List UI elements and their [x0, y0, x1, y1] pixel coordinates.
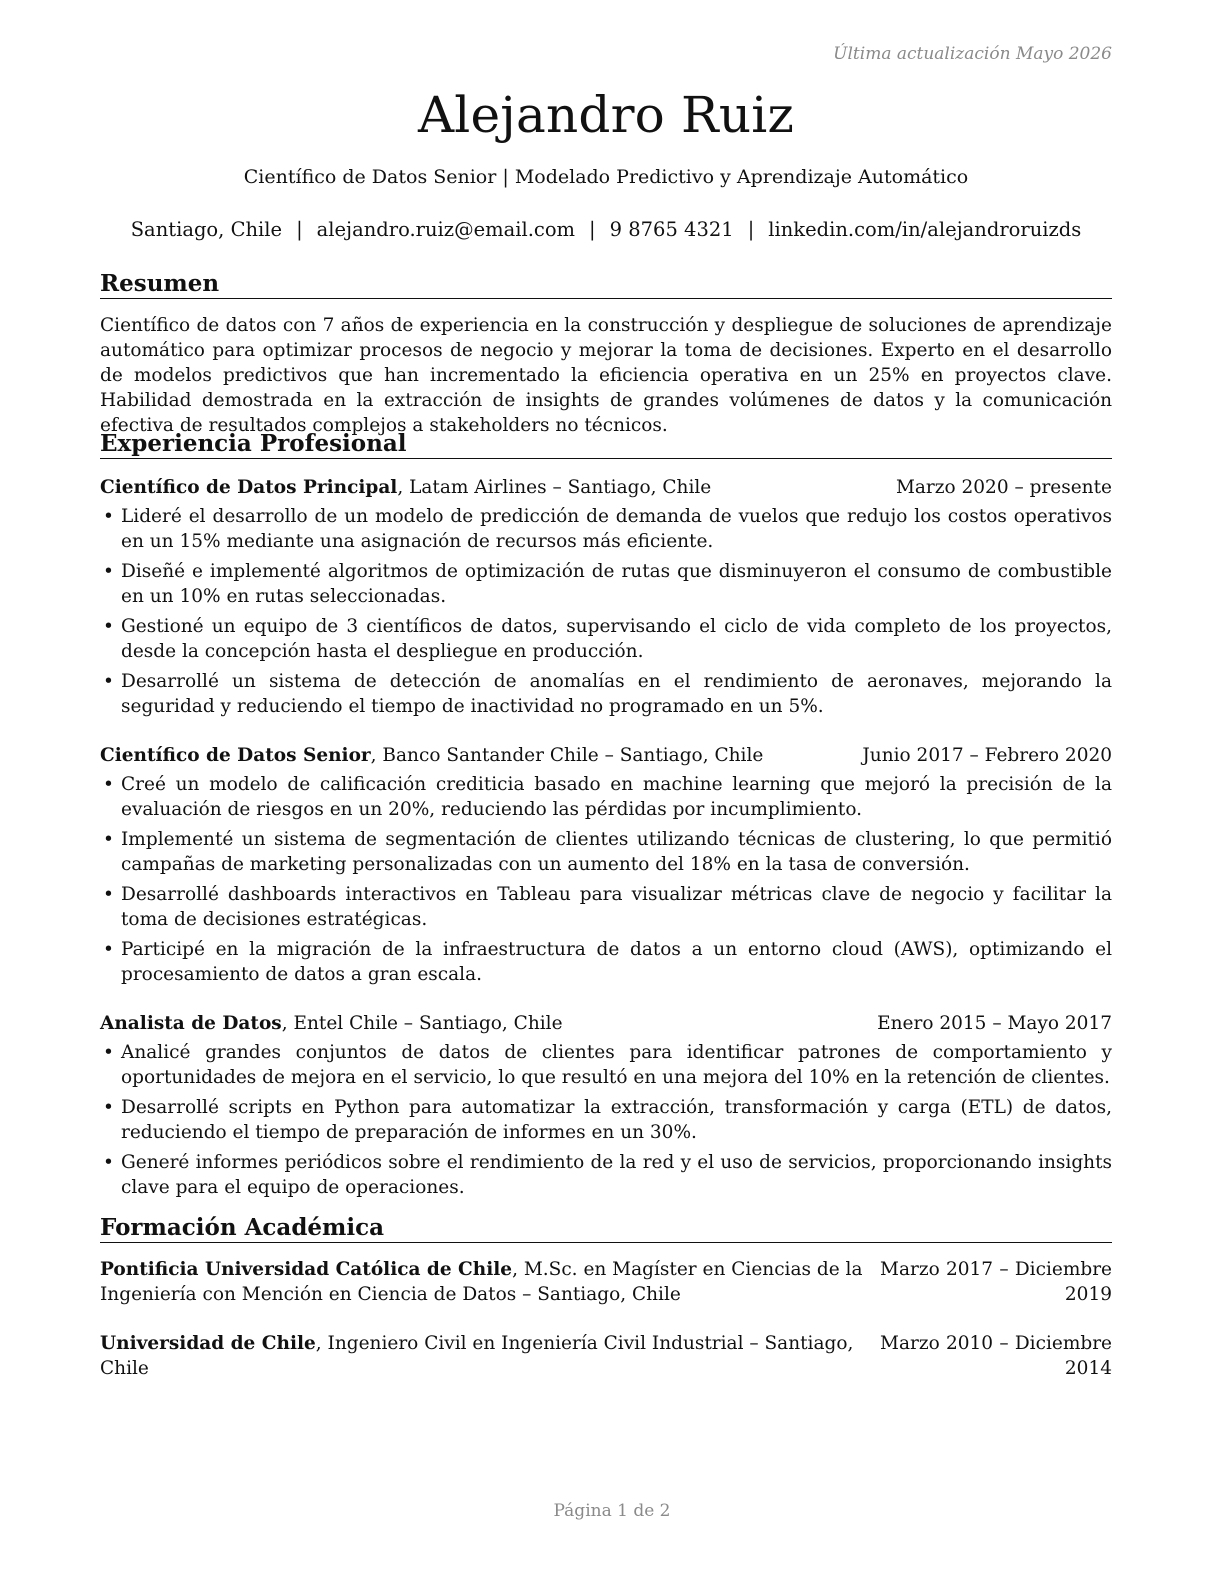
education-degree: , Ingeniero Civil en Ingeniería Civil Industrial – Santiago, Chile: [100, 1333, 854, 1379]
bullet-icon: •: [103, 1152, 114, 1173]
job-role: Científico de Datos Principal: [100, 477, 398, 498]
job-bullet: • Desarrollé scripts en Python para automatizar la extracción, transformación y carga (ETL) de datos, reduciendo el tiempo de preparación de informes en un 30%.: [103, 1097, 1112, 1143]
education-entry: [100, 1257, 1112, 1307]
job-bullet: • Analicé grandes conjuntos de datos de clientes para identificar patrones de comportamiento y oportunidades de mejora en el servicio, lo que resultó en una mejora del 10% en la retención de clientes.: [103, 1042, 1112, 1088]
contact-phone: 9 8765 4321: [609, 218, 734, 241]
contact-separator: |: [296, 218, 303, 241]
job-dates: Junio 2017 – Febrero 2020: [862, 745, 1112, 766]
job-bullet: • Generé informes periódicos sobre el rendimiento de la red y el uso de servicios, proporcionando insights clave para el equipo de operaciones.: [103, 1152, 1112, 1198]
job-dates: Enero 2015 – Mayo 2017: [877, 1013, 1112, 1034]
summary-text: Científico de datos con 7 años de experiencia en la construcción y despliegue de soluciones de aprendizaje automático para optimizar procesos de negocio y mejorar la toma de decisiones. Experto en el desarrollo de modelos predictivos que han incrementado la eficiencia operativa en un 25% en proyectos clave. Habilidad demostrada en la extracción de insights de grandes volúmenes de datos y la comunicación efectiva de resultados complejos a stakeholders no técnicos.: [100, 315, 1112, 436]
job-entry: [100, 743, 1112, 987]
bullet-icon: •: [103, 829, 114, 850]
candidate-headline: Científico de Datos Senior | Modelado Predictivo y Aprendizaje Automático: [243, 166, 969, 188]
contact-location: Santiago, Chile: [130, 218, 283, 241]
contact-separator: |: [589, 218, 596, 241]
education-section: [100, 1214, 1112, 1381]
job-bullets: [100, 504, 1112, 719]
education-dates: Marzo 2017 – Diciembre 2019: [880, 1259, 1112, 1305]
job-bullets: [100, 1040, 1112, 1200]
education-entry: [100, 1331, 1112, 1381]
job-role: Científico de Datos Senior: [100, 745, 371, 766]
contact-separator: |: [747, 218, 755, 241]
job-bullet: • Creé un modelo de calificación crediticia basado en machine learning que mejoró la precisión de la evaluación de riesgos en un 20%, reduciendo las pérdidas por incumplimiento.: [103, 774, 1112, 820]
bullet-icon: •: [103, 939, 114, 960]
job-header: [100, 743, 1112, 768]
job-company: , Banco Santander Chile – Santiago, Chile: [370, 745, 764, 766]
education-dates: Marzo 2010 – Diciembre 2014: [880, 1333, 1112, 1379]
job-entry: [100, 475, 1112, 719]
job-bullets: [100, 772, 1112, 987]
candidate-name: Alejandro Ruiz: [417, 86, 795, 144]
job-header: [100, 475, 1112, 500]
job-bullet: • Desarrollé dashboards interactivos en Tableau para visualizar métricas clave de negocio y facilitar la toma de decisiones estratégicas.: [103, 884, 1112, 930]
job-bullet: • Gestioné un equipo de 3 científicos de datos, supervisando el ciclo de vida completo de los proyectos, desde la concepción hasta el despliegue en producción.: [103, 616, 1112, 662]
job-bullet: • Lideré el desarrollo de un modelo de predicción de demanda de vuelos que redujo los costos operativos en un 15% mediante una asignación de recursos más eficiente.: [103, 506, 1112, 552]
bullet-icon: •: [103, 671, 114, 692]
last-updated: Última actualización Mayo 2026: [833, 44, 1112, 64]
job-company: , Entel Chile – Santiago, Chile: [281, 1013, 563, 1034]
bullet-icon: •: [103, 1042, 114, 1063]
job-role: Analista de Datos: [100, 1013, 282, 1034]
bullet-icon: •: [103, 884, 114, 905]
education-degree: , M.Sc. en Magíster en Ciencias de la Ingeniería con Mención en Ciencia de Datos – Santiago, Chile: [100, 1259, 863, 1305]
bullet-icon: •: [103, 1097, 114, 1118]
education-title: Formación Académica: [100, 1214, 1112, 1243]
job-bullet: • Implementé un sistema de segmentación de clientes utilizando técnicas de clustering, lo que permitió campañas de marketing personalizadas con un aumento del 18% en la tasa de conversión.: [103, 829, 1112, 875]
education-institution: Universidad de Chile: [100, 1333, 316, 1354]
page-number: Página 1 de 2: [553, 1501, 671, 1521]
contact-email[interactable]: alejandro.ruiz@email.com: [316, 218, 576, 241]
job-bullet: • Desarrollé un sistema de detección de anomalías en el rendimiento de aeronaves, mejorando la seguridad y reduciendo el tiempo de inactividad no programado en un 5%.: [103, 671, 1112, 717]
education-institution: Pontificia Universidad Católica de Chile: [100, 1259, 513, 1280]
summary-section: [100, 270, 1112, 438]
bullet-icon: •: [103, 561, 114, 582]
job-entry: [100, 1011, 1112, 1200]
job-bullet: • Participé en la migración de la infraestructura de datos a un entorno cloud (AWS), optimizando el procesamiento de datos a gran escala.: [103, 939, 1112, 985]
bullet-icon: •: [103, 506, 114, 527]
contact-linkedin[interactable]: linkedin.com/in/alejandroruizds: [768, 218, 1082, 241]
bullet-icon: •: [103, 774, 114, 795]
job-bullet: • Diseñé e implementé algoritmos de optimización de rutas que disminuyeron el consumo de combustible en un 10% en rutas seleccionadas.: [103, 561, 1112, 607]
job-dates: Marzo 2020 – presente: [895, 477, 1112, 498]
job-header: [100, 1011, 1112, 1036]
experience-section: [100, 430, 1112, 1205]
experience-title: Experiencia Profesional: [100, 430, 1112, 459]
bullet-icon: •: [103, 616, 114, 637]
summary-title: Resumen: [100, 270, 1112, 299]
contact-line: [100, 218, 1112, 241]
job-company: , Latam Airlines – Santiago, Chile: [397, 477, 712, 498]
